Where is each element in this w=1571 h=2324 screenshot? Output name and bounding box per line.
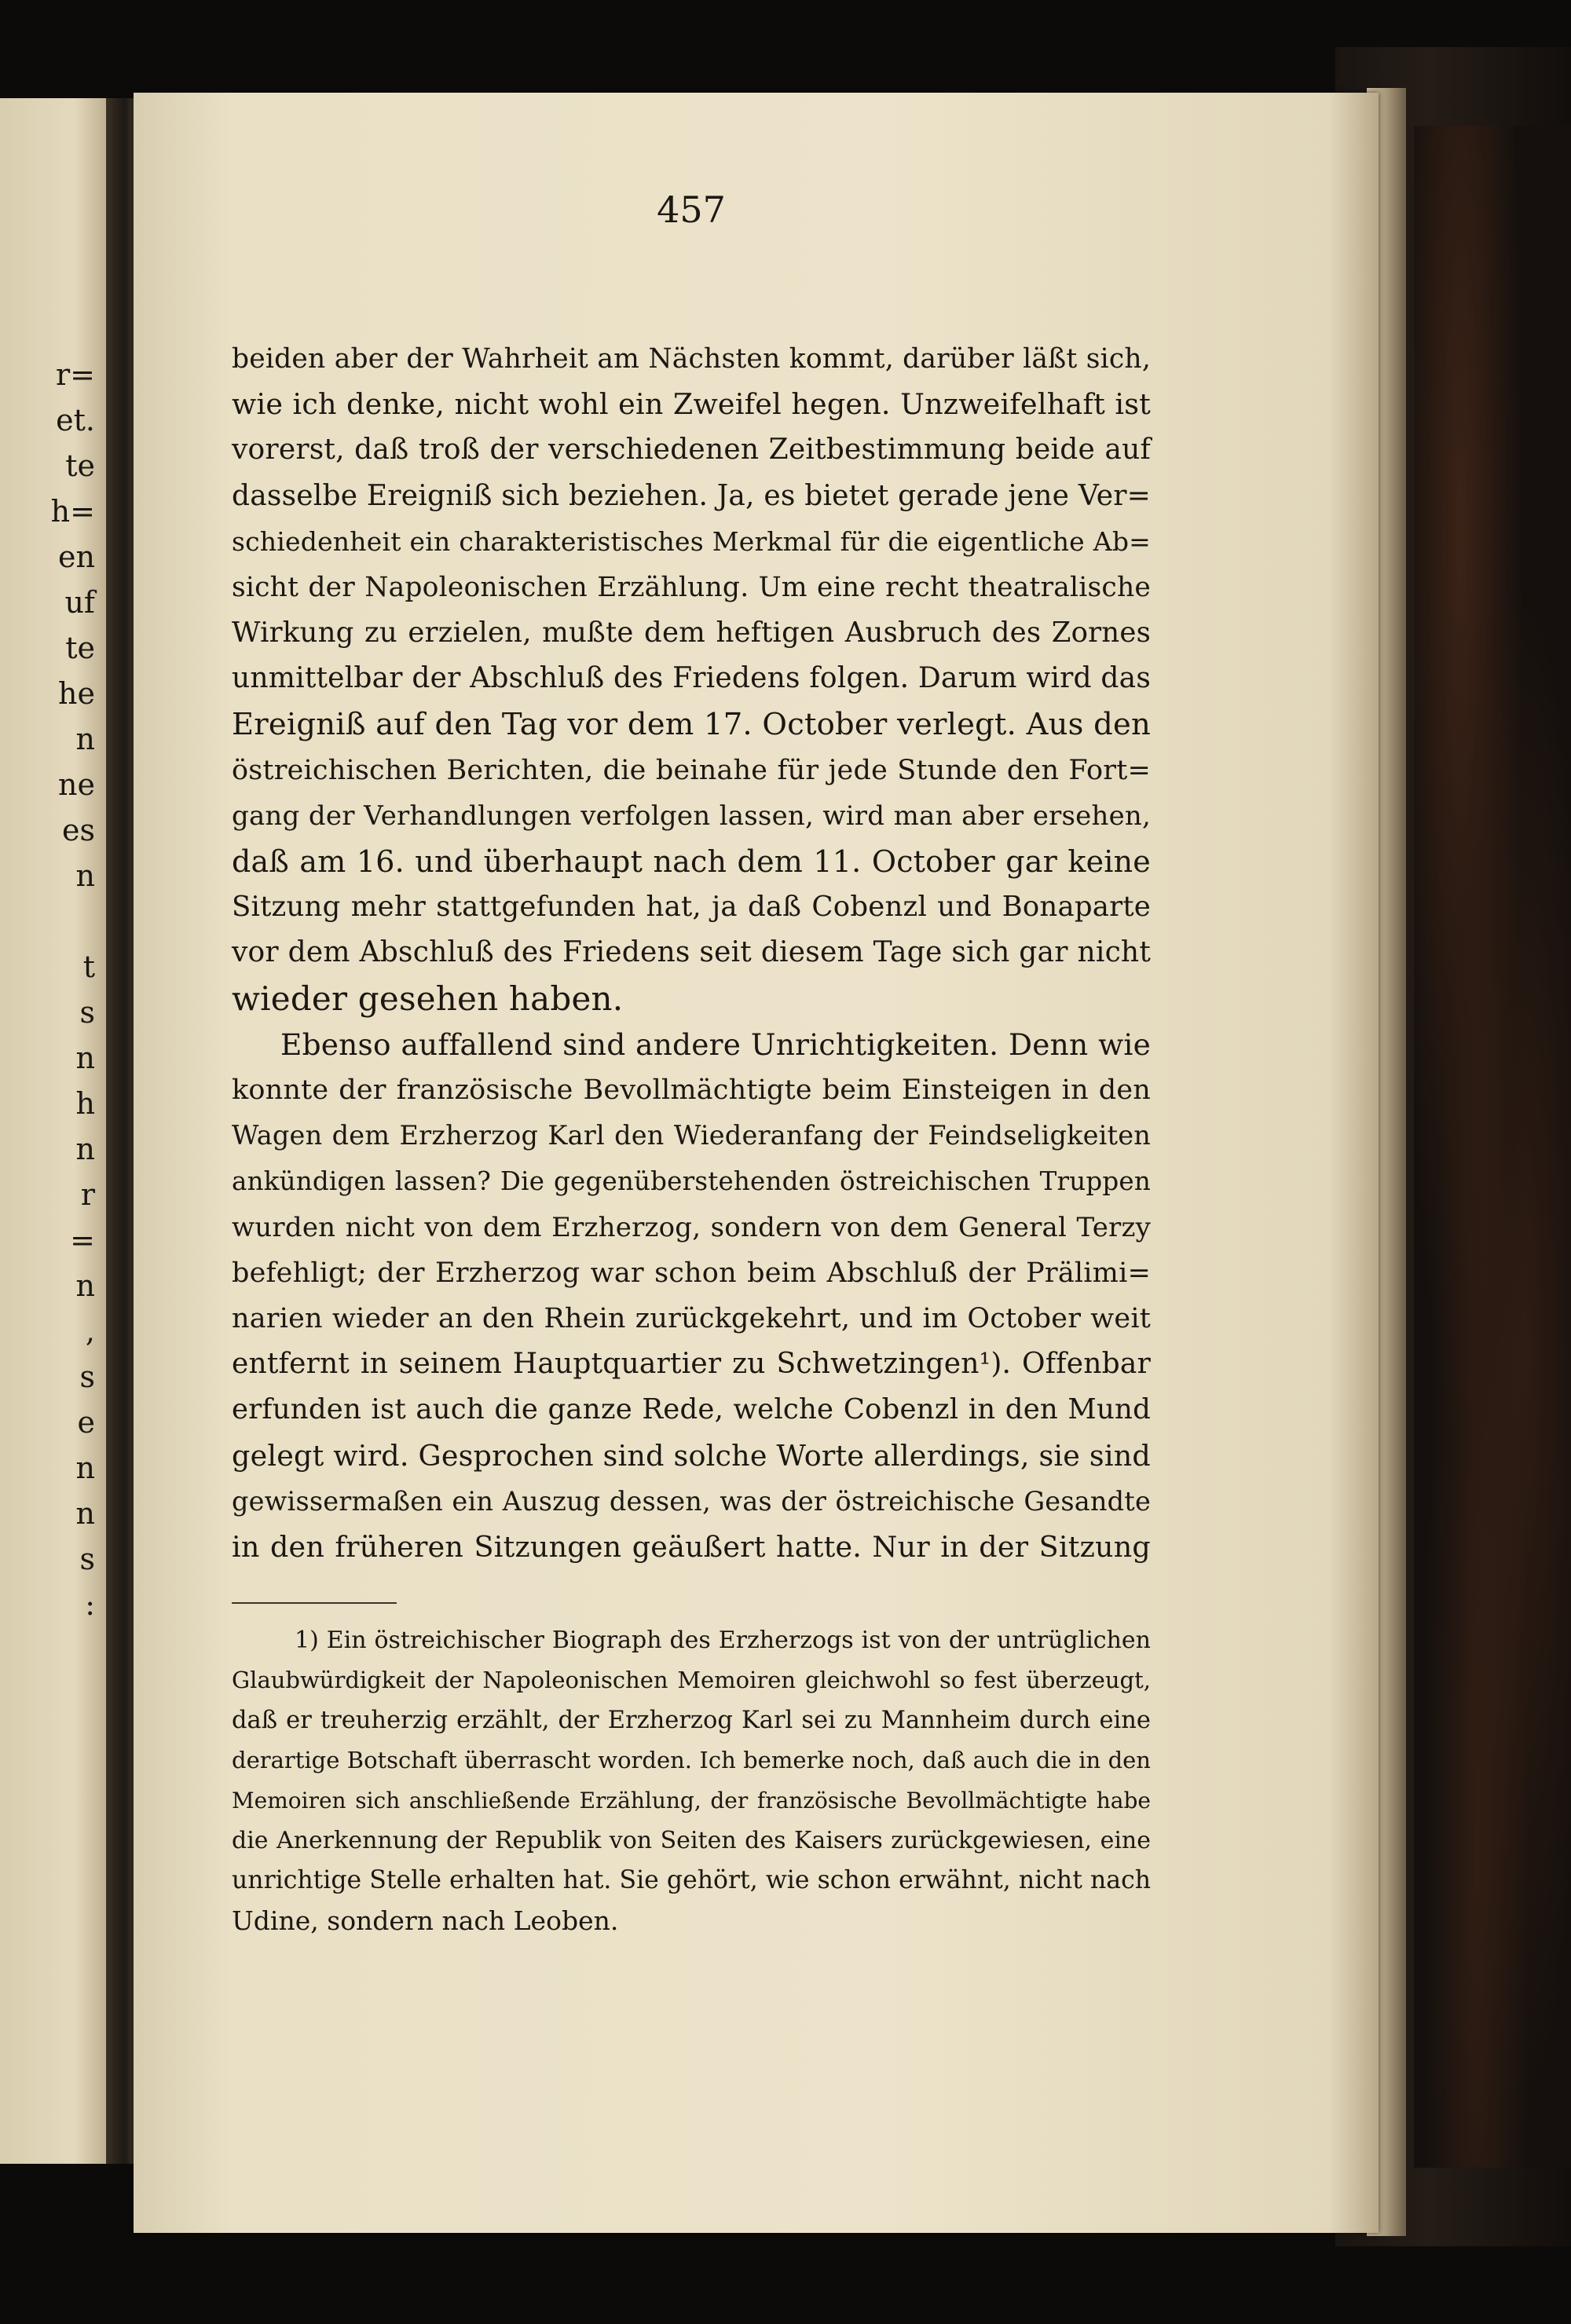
left-fragment: h xyxy=(75,1086,95,1121)
left-fragment: t xyxy=(82,950,95,984)
left-fragment: : xyxy=(85,1587,95,1622)
left-fragment: s xyxy=(79,1360,95,1394)
text-line: Sitzung mehr stattgefunden hat, ja daß Cobenzl und Bonaparte xyxy=(232,891,1151,924)
page-number: 457 xyxy=(657,188,726,231)
left-fragment: s xyxy=(79,1542,95,1576)
left-fragment: n xyxy=(75,1132,95,1166)
footnote-line: Udine, sondern nach Leoben. xyxy=(232,1905,619,1936)
paragraph-end-line: wieder gesehen haben. xyxy=(232,979,624,1018)
text-line: beiden aber der Wahrheit am Nächsten kommt, darüber läßt sich, xyxy=(232,343,1151,375)
footnote xyxy=(232,1620,1151,1941)
text-line: wurden nicht von dem Erzherzog, sondern von dem General Terzy xyxy=(232,1211,1151,1243)
left-fragment: n xyxy=(75,1041,95,1075)
text-line: narien wieder an den Rhein zurückgekehrt, und im October weit xyxy=(232,1302,1151,1334)
text-line: schiedenheit ein charakteristisches Merkmal für die eigentliche Ab= xyxy=(232,525,1151,557)
footnote-line: daß er treuherzig erzählt, der Erzherzog Karl sei zu Mannheim durch eine xyxy=(232,1707,1151,1734)
left-fragment: e xyxy=(77,1405,95,1440)
left-fragment: n xyxy=(75,1496,95,1531)
marbled-cover xyxy=(1414,126,1571,2168)
text-line: gewissermaßen ein Auszug dessen, was der östreichische Gesandte xyxy=(232,1485,1151,1517)
text-line: Wirkung zu erzielen, mußte dem heftigen Ausbruch des Zornes xyxy=(232,617,1151,650)
left-fragment: = xyxy=(70,1223,95,1257)
left-fragment: et. xyxy=(56,403,95,437)
text-line: gelegt wird. Gesprochen sind solche Worte allerdings, sie sind xyxy=(232,1438,1151,1473)
left-fragment: r xyxy=(80,1177,95,1212)
text-line: Ereigniß auf den Tag vor dem 17. October verlegt. Aus den xyxy=(232,706,1151,742)
text-line: sicht der Napoleonischen Erzählung. Um eine recht theatralische xyxy=(232,571,1151,603)
book-gutter xyxy=(106,98,137,2164)
text-line: ankündigen lassen? Die gegenüberstehenden östreichischen Truppen xyxy=(232,1166,1151,1197)
left-fragment: n xyxy=(75,722,95,756)
left-fragment: ne xyxy=(58,767,95,802)
text-line: vor dem Abschluß des Friedens seit diesem Tage sich gar nicht xyxy=(232,936,1151,969)
left-fragment: , xyxy=(85,1314,95,1349)
footnote-line: Glaubwürdigkeit der Napoleonischen Memoiren gleichwohl so fest überzeugt, xyxy=(232,1667,1151,1693)
left-fragment: en xyxy=(58,540,95,574)
left-fragment: te xyxy=(65,448,95,483)
left-fragment: n xyxy=(75,1268,95,1303)
text-line: dasselbe Ereigniß sich beziehen. Ja, es bietet gerade jene Ver= xyxy=(232,479,1151,512)
text-line: vorerst, daß troß der verschiedenen Zeitbestimmung beide auf xyxy=(232,434,1151,467)
text-line: in den früheren Sitzungen geäußert hatte. Nur in der Sitzung xyxy=(232,1529,1151,1564)
text-line: entfernt in seinem Hauptquartier zu Schwetzingen¹). Offenbar xyxy=(232,1348,1151,1381)
footnote-line: unrichtige Stelle erhalten hat. Sie gehört, wie schon erwähnt, nicht nach xyxy=(232,1866,1151,1894)
footnote-line: Memoiren sich anschließende Erzählung, der französische Bevollmächtigte habe xyxy=(232,1788,1151,1813)
text-line: wie ich denke, nicht wohl ein Zweifel hegen. Unzweifelhaft ist xyxy=(232,387,1151,422)
text-line: befehligt; der Erzherzog war schon beim Abschluß der Prälimi= xyxy=(232,1257,1151,1289)
left-fragment: es xyxy=(62,813,95,847)
text-line: gang der Verhandlungen verfolgen lassen, wird man aber ersehen, xyxy=(232,800,1151,832)
footnote-rule xyxy=(232,1602,397,1604)
left-fragment: s xyxy=(79,995,95,1030)
text-line: erfunden ist auch die ganze Rede, welche Cobenzl in den Mund xyxy=(232,1393,1151,1426)
footnote-line: derartige Botschaft überrascht worden. Ich bemerke noch, daß auch die in den xyxy=(232,1747,1151,1773)
left-fragment: h= xyxy=(50,494,95,529)
footnote-line: die Anerkennung der Republik von Seiten des Kaisers zurückgewiesen, eine xyxy=(232,1827,1151,1854)
left-fragment: r= xyxy=(55,357,95,392)
text-line: daß am 16. und überhaupt nach dem 11. October gar keine xyxy=(232,844,1151,880)
left-fragment: he xyxy=(58,676,95,711)
previous-page-edge xyxy=(0,98,106,2164)
text-line: unmittelbar der Abschluß des Friedens folgen. Darum wird das xyxy=(232,662,1151,695)
text-line: konnte der französische Bevollmächtigte beim Einsteigen in den xyxy=(232,1074,1151,1106)
paragraph-start-line: Ebenso auffallend sind andere Unrichtigkeiten. Denn wie xyxy=(280,1027,1151,1062)
left-fragment: te xyxy=(65,631,95,665)
footnote-line: 1) Ein östreichischer Biograph des Erzherzogs ist von der untrüglichen xyxy=(295,1627,1151,1654)
left-fragment: n xyxy=(75,858,95,893)
left-fragment: uf xyxy=(64,585,95,620)
text-line: Wagen dem Erzherzog Karl den Wiederanfang der Feindseligkeiten xyxy=(232,1120,1151,1151)
body-text xyxy=(232,336,1151,1570)
left-fragment: n xyxy=(75,1451,95,1485)
text-line: östreichischen Berichten, die beinahe für jede Stunde den Fort= xyxy=(232,754,1151,786)
